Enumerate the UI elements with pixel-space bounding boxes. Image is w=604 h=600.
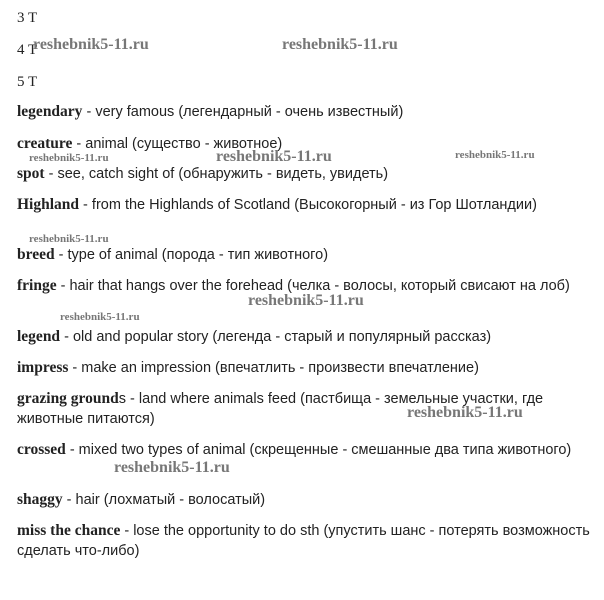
- watermark: reshebnik5-11.ru: [407, 404, 523, 421]
- vocab-definition: - hair (лохматый - волосатый): [62, 492, 266, 508]
- vocab-definition: - see, catch sight of (обнаружить - видеть, увидеть): [44, 166, 389, 182]
- vocab-entry: [17, 440, 595, 460]
- watermark: reshebnik5-11.ru: [282, 36, 398, 53]
- vocab-definition: - lose the opportunity to do sth (упустить шанс - потерять возможность сделать что-либо): [17, 523, 590, 559]
- vocab-definition: - very famous (легендарный - очень известный): [82, 104, 404, 120]
- watermark: reshebnik5-11.ru: [33, 36, 149, 53]
- watermark: reshebnik5-11.ru: [29, 152, 109, 164]
- vocab-entry: [17, 102, 595, 122]
- answer-line: 3 T: [17, 10, 38, 26]
- vocab-term: Highland: [17, 196, 80, 213]
- vocab-term: miss the chance: [17, 522, 121, 539]
- watermark: reshebnik5-11.ru: [216, 148, 332, 165]
- vocab-definition: s - land where animals feed (пастбища - земельные участки, где животные питаются): [17, 391, 544, 427]
- vocab-term: spot: [17, 165, 45, 182]
- vocab-definition: - old and popular story (легенда - старый и популярный рассказ): [60, 329, 492, 345]
- watermark: reshebnik5-11.ru: [248, 292, 364, 309]
- vocab-entry: [17, 521, 595, 561]
- vocab-entry: [17, 164, 595, 184]
- vocab-definition: - mixed two types of animal (скрещенные - смешанные два типа животного): [65, 442, 572, 458]
- vocab-term: crossed: [17, 441, 66, 458]
- vocab-term: shaggy: [17, 491, 63, 508]
- vocab-definition: - animal (существо - животное): [72, 136, 283, 152]
- answer-line: 5 T: [17, 74, 38, 90]
- vocab-term: legend: [17, 328, 61, 345]
- vocab-entry: [17, 195, 595, 215]
- answer-line: 4 T: [17, 42, 38, 58]
- vocab-term: creature: [17, 135, 73, 152]
- watermark: reshebnik5-11.ru: [114, 459, 230, 476]
- vocab-entry: [17, 327, 595, 347]
- watermark: reshebnik5-11.ru: [455, 149, 535, 161]
- vocab-term: fringe: [17, 277, 57, 294]
- vocab-term: impress: [17, 359, 69, 376]
- vocab-entry: [17, 490, 595, 510]
- vocab-definition: - from the Highlands of Scotland (Высокогорный - из Гор Шотландии): [79, 197, 537, 213]
- vocab-term: grazing ground: [17, 390, 119, 407]
- vocab-term: breed: [17, 246, 55, 263]
- vocab-entry: [17, 358, 595, 378]
- vocab-definition: - type of animal (порода - тип животного): [54, 247, 329, 263]
- vocab-term: legendary: [17, 103, 83, 120]
- vocab-definition: - hair that hangs over the forehead (челка - волосы, который свисают на лоб): [56, 278, 570, 294]
- vocab-entry: [17, 245, 595, 265]
- vocab-definition: - make an impression (впечатлить - произвести впечатление): [68, 360, 479, 376]
- watermark: reshebnik5-11.ru: [60, 311, 140, 323]
- watermark: reshebnik5-11.ru: [29, 233, 109, 245]
